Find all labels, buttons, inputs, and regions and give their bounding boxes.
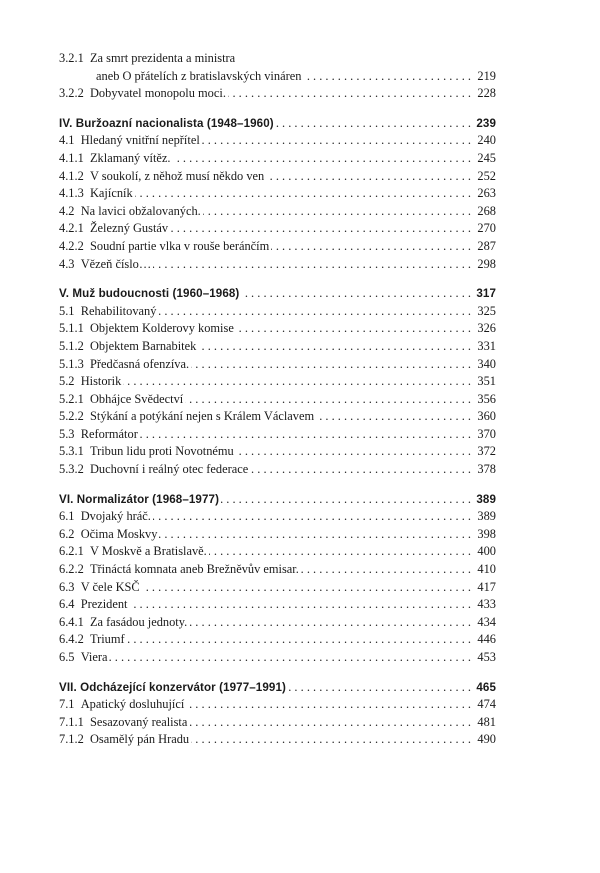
page-number: 228	[473, 85, 496, 103]
toc-entry[interactable]	[59, 50, 496, 68]
entry-label	[59, 697, 186, 711]
page-number: 270	[473, 220, 496, 238]
page-number: 389	[473, 508, 496, 526]
section-number: 6.2	[59, 526, 75, 541]
entry-title: Rehabilitovaný	[80, 303, 157, 318]
page-number: 434	[473, 614, 496, 632]
toc-entry[interactable]	[59, 731, 496, 749]
page-number: 465	[472, 679, 496, 697]
entry-label	[59, 51, 237, 65]
entry-title: Za fasádou jednoty.	[89, 614, 188, 629]
entry-label	[59, 321, 236, 335]
page-number: 410	[473, 561, 496, 579]
entry-label	[59, 133, 202, 147]
toc-entry[interactable]	[59, 220, 496, 238]
page-number: 474	[473, 696, 496, 714]
section-number: 5.1.3	[59, 356, 84, 371]
section-number: 4.1.1	[59, 150, 84, 165]
entry-title: Triumf	[89, 632, 125, 647]
toc-entry[interactable]	[59, 408, 496, 426]
entry-label	[59, 650, 109, 664]
entry-title: Historik	[80, 374, 122, 389]
entry-title: Soudní partie vlka v rouše beránčím	[89, 238, 270, 253]
toc-section	[59, 115, 496, 273]
toc-entry[interactable]	[59, 596, 496, 614]
entry-title: aneb O přátelích z bratislavských vináren	[96, 68, 302, 83]
section-number: 6.2.2	[59, 562, 84, 577]
entry-label	[59, 580, 142, 594]
section-number: 5.3.2	[59, 462, 84, 477]
entry-title: Třináctá komnata aneb Brežněvův emisar.	[89, 562, 299, 577]
page-number: 490	[473, 731, 496, 749]
toc-section	[59, 50, 496, 103]
section-number: 4.3	[59, 256, 75, 271]
page-number: 356	[473, 391, 496, 409]
page-number: 433	[473, 596, 496, 614]
entry-label	[59, 339, 198, 353]
toc-entry[interactable]	[59, 508, 496, 526]
entry-label	[59, 509, 153, 523]
page-number: 446	[473, 631, 496, 649]
chapter-title: IV. Buržoazní nacionalista (1948–1960)	[59, 116, 274, 130]
toc-entry[interactable]	[59, 426, 496, 444]
section-number: 7.1.1	[59, 714, 84, 729]
entry-label	[59, 615, 189, 629]
entry-title: Dobyvatel monopolu moci.	[89, 86, 226, 101]
chapter-title: VII. Odcházející konzervátor (1977–1991)	[59, 680, 286, 694]
toc-entry[interactable]	[59, 68, 496, 86]
toc-entry[interactable]	[59, 303, 496, 321]
dot-leader	[59, 649, 496, 667]
toc-entry[interactable]	[59, 320, 496, 338]
entry-title: Objektem Barnabitek	[89, 338, 197, 353]
section-number: 5.2.2	[59, 409, 84, 424]
section-number: 7.1.2	[59, 732, 84, 747]
page-number: 378	[473, 461, 496, 479]
entry-title: Vězeň číslo…	[80, 256, 152, 271]
entry-title: Na lavici obžalovaných.	[80, 203, 201, 218]
entry-label	[59, 409, 316, 423]
page-number: 325	[473, 303, 496, 321]
entry-label	[59, 151, 173, 165]
toc-chapter-heading[interactable]	[59, 491, 496, 509]
entry-title: Viera	[80, 650, 108, 664]
entry-title: Obhájce Svědectví	[89, 391, 184, 406]
section-number: 6.1	[59, 509, 75, 524]
section-number: 3.2.2	[59, 86, 84, 101]
entry-title: V soukolí, z něhož musí někdo ven	[89, 168, 265, 183]
page-number: 245	[473, 150, 496, 168]
section-number: 7.1	[59, 697, 75, 712]
entry-title: Tribun lidu proti Novotnému	[89, 444, 234, 459]
toc-entry[interactable]	[59, 526, 496, 544]
toc-entry[interactable]	[59, 649, 496, 667]
toc-chapter-heading[interactable]	[59, 115, 496, 133]
toc-entry[interactable]	[59, 85, 496, 103]
section-number: 4.1.2	[59, 168, 84, 183]
dot-leader	[59, 373, 496, 391]
page-number: 287	[473, 238, 496, 256]
entry-label	[59, 462, 250, 476]
entry-label	[59, 221, 170, 235]
page-number: 398	[473, 526, 496, 544]
page-number: 240	[473, 132, 496, 150]
toc-entry[interactable]	[59, 150, 496, 168]
entry-label	[59, 427, 140, 441]
toc-section	[59, 679, 496, 749]
chapter-title: VI. Normalizátor (1968–1977)	[59, 492, 220, 506]
toc-entry[interactable]	[59, 238, 496, 256]
page-number: 340	[473, 356, 496, 374]
entry-title: Prezident	[80, 597, 128, 612]
section-number: 6.3	[59, 579, 75, 594]
entry-title: Zklamaný vítěz.	[89, 150, 171, 165]
toc-entry[interactable]	[59, 543, 496, 561]
entry-label	[59, 186, 135, 200]
section-number: 5.2	[59, 374, 75, 389]
entry-title: Hledaný vnitřní nepřítel	[80, 133, 200, 148]
section-number: 6.4	[59, 597, 75, 612]
toc-entry[interactable]	[59, 168, 496, 186]
section-number: 5.1	[59, 303, 75, 318]
toc-entry[interactable]	[59, 696, 496, 714]
toc-entry[interactable]	[59, 614, 496, 632]
entry-label	[59, 357, 191, 371]
entry-label	[59, 204, 203, 218]
toc-section	[59, 285, 496, 479]
page-number: 331	[473, 338, 496, 356]
toc-entry[interactable]	[59, 443, 496, 461]
entry-label	[59, 632, 127, 646]
entry-label	[59, 444, 236, 458]
section-number: 6.2.1	[59, 544, 84, 559]
entry-title: Dvojaký hráč.	[80, 509, 151, 524]
section-number: 4.2.2	[59, 238, 84, 253]
section-number: 4.1	[59, 133, 75, 148]
section-number: 3.2.1	[59, 51, 84, 65]
section-number: 5.2.1	[59, 391, 84, 406]
page-number: 252	[473, 168, 496, 186]
entry-title: Apatický dosluhující	[80, 697, 185, 712]
entry-title: V čele KSČ	[80, 579, 140, 594]
entry-label	[59, 374, 123, 388]
page-number: 400	[473, 543, 496, 561]
entry-label	[59, 392, 185, 406]
section-number: 6.4.2	[59, 632, 84, 647]
entry-label	[59, 86, 228, 100]
page-number: 326	[473, 320, 496, 338]
section-number: 5.1.1	[59, 321, 84, 336]
entry-title: Sesazovaný realista	[89, 714, 188, 729]
chapter-title: V. Muž budoucnosti (1960–1968)	[59, 287, 240, 301]
page-number: 389	[472, 491, 496, 509]
section-number: 6.5	[59, 650, 75, 664]
toc-entry[interactable]	[59, 714, 496, 732]
section-number: 4.2.1	[59, 221, 84, 236]
entry-title: Za smrt prezidenta a ministra	[89, 51, 236, 65]
page-number: 263	[473, 185, 496, 203]
page-number: 453	[473, 649, 496, 667]
toc-entry[interactable]	[59, 338, 496, 356]
entry-label	[59, 304, 158, 318]
entry-label	[59, 69, 303, 83]
page-number: 351	[473, 373, 496, 391]
toc-entry[interactable]	[59, 356, 496, 374]
toc-chapter-heading[interactable]	[59, 285, 496, 303]
entry-label	[59, 257, 153, 271]
toc-entry[interactable]	[59, 203, 496, 221]
toc-entry[interactable]	[59, 132, 496, 150]
toc-entry[interactable]	[59, 185, 496, 203]
entry-label	[59, 239, 271, 253]
page-number: 298	[473, 256, 496, 274]
entry-label	[59, 562, 301, 576]
entry-title: Stýkání a potýkání nejen s Králem Václavem	[89, 409, 315, 424]
entry-title: Objektem Kolderovy komise	[89, 321, 234, 336]
page-number: 417	[473, 579, 496, 597]
toc-entry[interactable]	[59, 256, 496, 274]
entry-title: Osamělý pán Hradu	[89, 732, 190, 747]
page-number: 360	[473, 408, 496, 426]
entry-label	[59, 715, 189, 729]
page-number: 219	[473, 68, 496, 86]
entry-title: Železný Gustáv	[89, 221, 169, 236]
toc-section	[59, 491, 496, 667]
entry-title: Očima Moskvy	[80, 526, 158, 541]
section-number: 5.1.2	[59, 338, 84, 353]
toc-chapter-heading[interactable]	[59, 679, 496, 697]
toc-entry[interactable]	[59, 373, 496, 391]
toc-entry[interactable]	[59, 391, 496, 409]
entry-title: Kajícník	[89, 186, 133, 201]
table-of-contents	[59, 50, 496, 749]
toc-entry[interactable]	[59, 631, 496, 649]
entry-title: Reformátor	[80, 426, 138, 441]
entry-title: Duchovní i reálný otec federace	[89, 462, 249, 477]
entry-title: V Moskvě a Bratislavě.	[89, 544, 207, 559]
entry-label	[59, 544, 209, 558]
section-number: 5.3	[59, 426, 75, 441]
page-number: 239	[472, 115, 496, 133]
entry-label	[59, 527, 159, 541]
section-number: 4.2	[59, 203, 75, 218]
entry-label	[59, 597, 130, 611]
entry-label	[59, 169, 266, 183]
page-number: 481	[473, 714, 496, 732]
entry-label	[59, 732, 191, 746]
page-number: 268	[473, 203, 496, 221]
page-number: 370	[473, 426, 496, 444]
section-number: 5.3.1	[59, 444, 84, 459]
entry-title: Předčasná ofenzíva.	[89, 356, 190, 371]
page-number: 372	[473, 443, 496, 461]
toc-entry[interactable]	[59, 561, 496, 579]
section-number: 6.4.1	[59, 614, 84, 629]
toc-entry[interactable]	[59, 579, 496, 597]
section-number: 4.1.3	[59, 186, 84, 201]
toc-entry[interactable]	[59, 461, 496, 479]
page-number: 317	[472, 285, 496, 303]
